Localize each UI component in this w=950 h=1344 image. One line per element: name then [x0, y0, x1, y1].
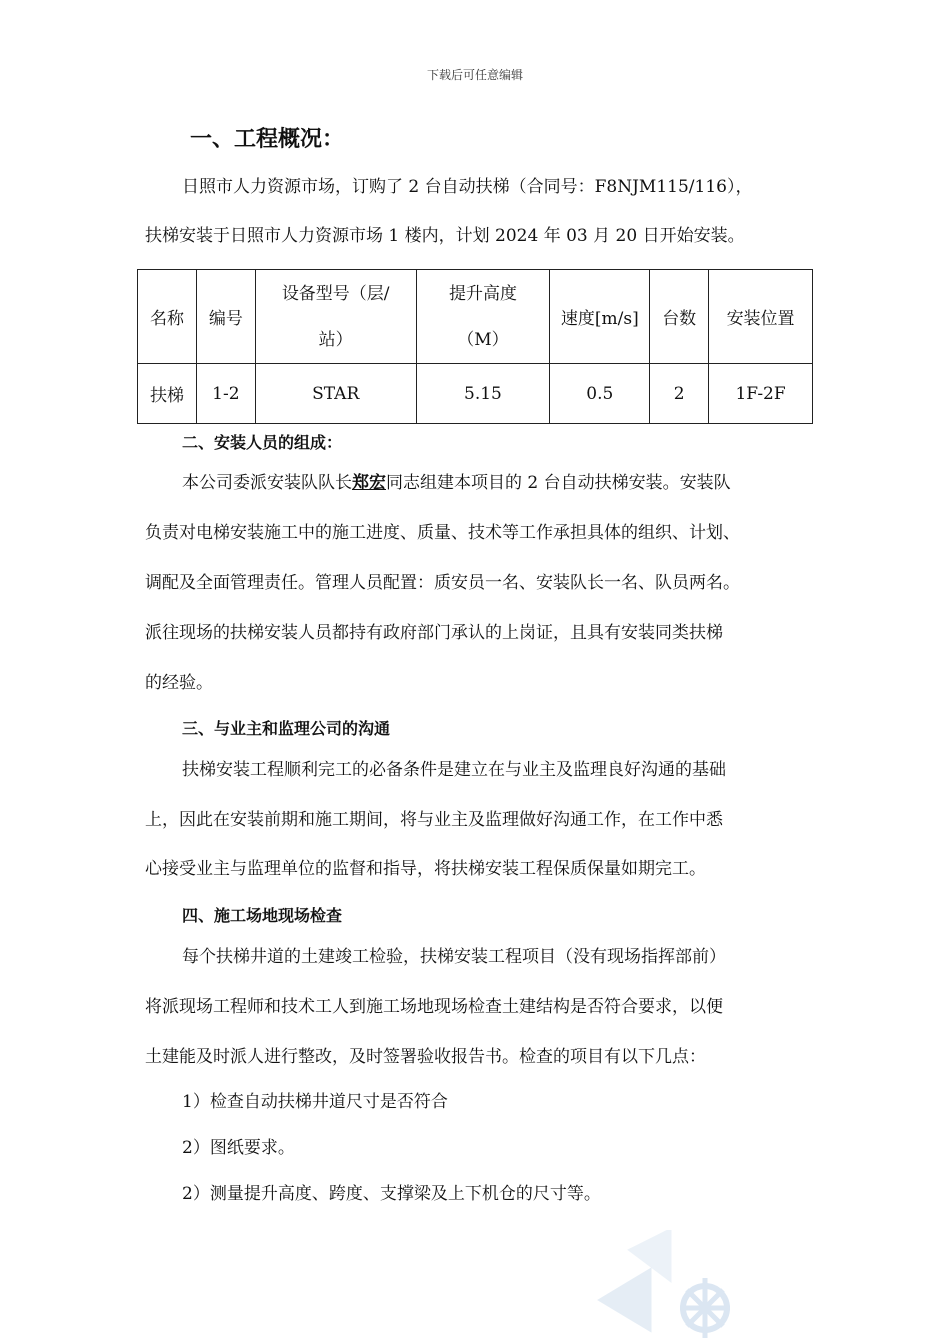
th-height-line1: 提升高度	[448, 283, 517, 304]
table-header-row	[138, 270, 813, 364]
th-count: 台数	[650, 270, 709, 364]
section4-item3: 2）测量提升高度、跨度、支撑梁及上下机仓的尺寸等。	[182, 1184, 601, 1204]
th-height-line2: （M）	[457, 329, 509, 350]
section4-line2: 将派现场工程师和技术工人到施工场地现场检查土建结构是否符合要求，以便	[145, 997, 723, 1017]
th-model-line2: 站）	[318, 329, 353, 350]
th-speed: 速度[m/s]	[550, 270, 650, 364]
section2-line3: 调配及全面管理责任。管理人员配置：质安员一名、安装队长一名、队员两名。	[145, 573, 740, 593]
table-row	[138, 364, 813, 424]
th-model-line1: 设备型号（层/	[281, 283, 390, 304]
section3-title: 三、与业主和监理公司的沟通	[182, 719, 391, 738]
section2-line4: 派往现场的扶梯安装人员都持有政府部门承认的上岗证，且具有安装同类扶梯	[145, 623, 723, 643]
section4-line1: 每个扶梯井道的土建竣工检验，扶梯安装工程项目（没有现场指挥部前）	[182, 947, 726, 967]
th-number: 编号	[196, 270, 255, 364]
section3-line3: 心接受业主与监理单位的监督和指导，将扶梯安装工程保质保量如期完工。	[145, 859, 706, 879]
team-leader-name: 郑宏	[352, 473, 386, 493]
cell-name: 扶梯	[138, 364, 197, 424]
section3-line1: 扶梯安装工程顺利完工的必备条件是建立在与业主及监理良好沟通的基础	[182, 760, 726, 780]
section2-line1-pre: 本公司委派安装队队长	[182, 473, 352, 493]
cell-model: STAR	[255, 364, 416, 424]
section4-item2: 2）图纸要求。	[182, 1138, 295, 1158]
cell-height: 5.15	[416, 364, 550, 424]
section2-line1-post: 同志组建本项目的 2 台自动扶梯安装。安装队	[386, 473, 731, 493]
section2-line5: 的经验。	[145, 673, 213, 693]
section2-title: 二、安装人员的组成：	[182, 433, 343, 452]
section3-line2: 上，因此在安装前期和施工期间，将与业主及监理做好沟通工作，在工作中悉	[145, 810, 723, 830]
snowflake-watermark-icon	[590, 1230, 740, 1340]
th-name: 名称	[138, 270, 197, 364]
th-height	[416, 270, 550, 364]
section4-line3: 土建能及时派人进行整改，及时签署验收报告书。检查的项目有以下几点：	[145, 1047, 706, 1067]
section4-title: 四、施工场地现场检查	[182, 906, 343, 925]
cell-speed: 0.5	[550, 364, 650, 424]
cell-location: 1F-2F	[709, 364, 813, 424]
section2-line1	[182, 471, 731, 495]
cell-count: 2	[650, 364, 709, 424]
th-location: 安装位置	[709, 270, 813, 364]
section1-paragraph-line1: 日照市人力资源市场，订购了 2 台自动扶梯（合同号：F8NJM115/116），	[182, 177, 753, 197]
header-note: 下载后可任意编辑	[426, 68, 523, 82]
equipment-table	[137, 269, 813, 424]
cell-number: 1-2	[196, 364, 255, 424]
section1-title: 一、工程概况：	[190, 127, 345, 152]
th-model	[255, 270, 416, 364]
section4-item1: 1）检查自动扶梯井道尺寸是否符合	[182, 1092, 448, 1112]
section1-paragraph-line2: 扶梯安装于日照市人力资源市场 1 楼内，计划 2024 年 03 月 20 日开始安装。	[145, 226, 745, 246]
section2-line2: 负责对电梯安装施工中的施工进度、质量、技术等工作承担具体的组织、计划、	[145, 523, 740, 543]
